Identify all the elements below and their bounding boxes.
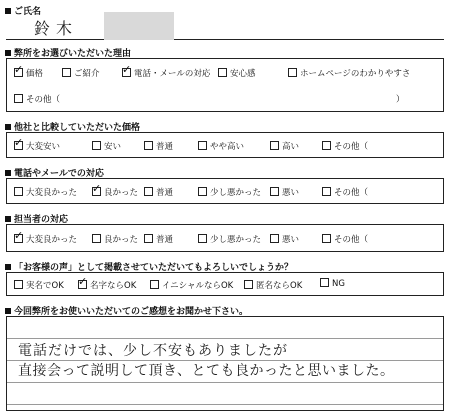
checkbox-checked-icon[interactable] [14, 68, 23, 77]
checkbox-icon[interactable] [322, 141, 331, 150]
checkbox-icon[interactable] [218, 68, 227, 77]
publish-option[interactable]: 匿名ならOK [244, 279, 302, 291]
checkbox-icon[interactable] [244, 280, 253, 289]
staff-option[interactable]: 少し悪かった [198, 233, 261, 245]
checkbox-icon[interactable] [14, 187, 23, 196]
checkbox-icon[interactable] [322, 234, 331, 243]
checkbox-icon[interactable] [198, 141, 207, 150]
checkbox-icon[interactable] [150, 280, 159, 289]
reason-option[interactable]: ホームページのわかりやすさ [288, 67, 410, 79]
section-bullet-icon [5, 264, 11, 270]
reason-option[interactable]: ✓価格 [14, 67, 43, 79]
impression-line-1: 電話だけでは、少し不安もありましたが [18, 343, 288, 359]
section-bullet-icon [5, 8, 11, 14]
checkbox-icon[interactable] [198, 187, 207, 196]
redaction-block [104, 12, 174, 40]
checkbox-checked-icon[interactable] [14, 234, 23, 243]
section-bullet-icon [5, 50, 11, 56]
staff-option[interactable]: ✓大変良かった [14, 233, 77, 245]
checkbox-icon[interactable] [14, 94, 23, 103]
checkbox-icon[interactable] [270, 187, 279, 196]
checkbox-icon[interactable] [144, 234, 153, 243]
contact-option[interactable]: 少し悪かった [198, 186, 261, 198]
price-section-heading: 他社と比較していただいた価格 [5, 120, 140, 133]
contact-option[interactable]: 悪い [270, 186, 299, 198]
publish-option[interactable]: 実名でOK [14, 279, 64, 291]
reason-section-heading: 弊所をお選びいただいた理由 [5, 46, 131, 59]
reason-option[interactable]: ✓ 電話・メールの対応 [122, 67, 210, 79]
checkbox-checked-icon[interactable] [92, 187, 101, 196]
staff-option[interactable]: その他（ [322, 233, 368, 245]
name-section-heading: ご氏名 [5, 4, 41, 17]
price-option[interactable]: ✓大変安い [14, 140, 60, 152]
staff-option[interactable]: 普通 [144, 233, 173, 245]
checkbox-icon[interactable] [144, 187, 153, 196]
contact-section-heading: 電話やメールでの対応 [5, 166, 104, 179]
checkbox-icon[interactable] [270, 234, 279, 243]
price-option[interactable]: その他（ [322, 140, 368, 152]
ruled-line [7, 404, 443, 405]
reason-option[interactable]: 安心感 [218, 67, 256, 79]
reason-other-option[interactable]: その他（ [14, 93, 60, 105]
publish-option[interactable]: NG [320, 279, 345, 289]
publish-section-heading: 「お客様の声」として掲載させていただいてもよろしいでしょうか？ [5, 260, 293, 273]
contact-option[interactable]: その他（ [322, 186, 368, 198]
contact-option[interactable]: 普通 [144, 186, 173, 198]
publish-option[interactable]: ✓ 名字ならOK [78, 279, 136, 291]
staff-option[interactable]: 良かった [92, 233, 138, 245]
staff-section-heading: 担当者の対応 [5, 212, 68, 225]
contact-option[interactable]: ✓ 良かった [92, 186, 138, 198]
contact-option[interactable]: 大変良かった [14, 186, 77, 198]
publish-option[interactable]: イニシャルならOK [150, 279, 233, 291]
ruled-line [7, 382, 443, 383]
impression-section-heading: 今回弊所をお使いいただいてのご感想をお聞かせ下さい。 [5, 304, 248, 317]
section-bullet-icon [5, 216, 11, 222]
checkbox-icon[interactable] [198, 234, 207, 243]
staff-option[interactable]: 悪い [270, 233, 299, 245]
reason-other-close: ） [396, 95, 405, 105]
checkbox-icon[interactable] [322, 187, 331, 196]
checkbox-icon[interactable] [92, 141, 101, 150]
name-value: 鈴木 [34, 19, 79, 38]
section-bullet-icon [5, 124, 11, 130]
checkbox-icon[interactable] [288, 68, 297, 77]
checkbox-checked-icon[interactable] [122, 68, 131, 77]
checkbox-icon[interactable] [270, 141, 279, 150]
impression-line-2: 直接会って説明して頂き、とても良かったと思いました。 [18, 363, 395, 379]
ruled-line [7, 338, 443, 339]
price-option[interactable]: 安い [92, 140, 121, 152]
reason-option[interactable]: ご紹介 [62, 67, 100, 79]
section-bullet-icon [5, 170, 11, 176]
section-bullet-icon [5, 308, 11, 314]
price-option[interactable]: 高い [270, 140, 299, 152]
checkbox-icon[interactable] [320, 278, 329, 287]
checkbox-checked-icon[interactable] [14, 141, 23, 150]
checkbox-icon[interactable] [144, 141, 153, 150]
checkbox-icon[interactable] [14, 280, 23, 289]
checkbox-icon[interactable] [62, 68, 71, 77]
checkbox-checked-icon[interactable] [78, 280, 87, 289]
price-option[interactable]: やや高い [198, 140, 244, 152]
price-option[interactable]: 普通 [144, 140, 173, 152]
checkbox-icon[interactable] [92, 234, 101, 243]
